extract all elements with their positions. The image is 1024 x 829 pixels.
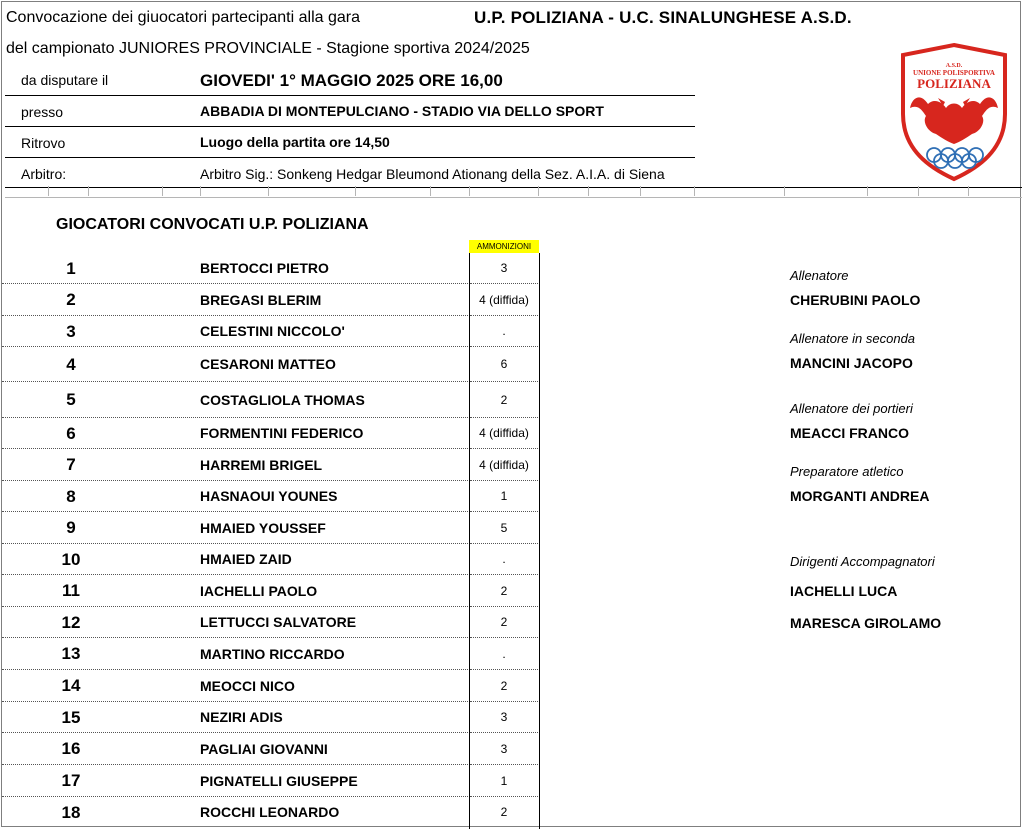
venue-value: ABBADIA DI MONTEPULCIANO - STADIO VIA DELLO SPORT — [200, 103, 604, 119]
player-row — [0, 544, 540, 575]
player-row — [0, 418, 540, 449]
player-name: HARREMI BRIGEL — [200, 457, 323, 473]
player-cautions: 4 (diffida) — [479, 293, 529, 307]
staff-name: MARESCA GIROLAMO — [790, 615, 942, 631]
player-name: MARTINO RICCARDO — [200, 646, 345, 662]
player-cautions: 2 — [500, 615, 508, 629]
player-row — [0, 449, 540, 481]
players-section-title: GIOCATORI CONVOCATI U.P. POLIZIANA — [56, 216, 369, 233]
column-marker — [88, 186, 89, 196]
player-name: CESARONI MATTEO — [200, 356, 336, 372]
player-row — [0, 765, 540, 797]
staff-role: Preparatore atletico — [790, 464, 904, 479]
player-cautions: 4 (diffida) — [479, 426, 529, 440]
divider — [5, 157, 695, 158]
player-cautions: 3 — [500, 742, 508, 756]
column-marker — [268, 186, 269, 196]
staff-role: Allenatore in seconda — [790, 331, 916, 346]
player-row — [0, 733, 540, 765]
player-name: LETTUCCI SALVATORE — [200, 614, 357, 630]
column-marker — [640, 186, 641, 196]
player-row — [0, 382, 540, 418]
player-number: 18 — [61, 803, 81, 822]
player-number: 4 — [66, 355, 76, 374]
player-cautions: . — [502, 647, 506, 661]
player-row — [0, 512, 540, 544]
divider — [5, 197, 1022, 198]
player-row — [0, 670, 540, 702]
player-number: 14 — [61, 676, 81, 695]
venue-label: presso — [21, 104, 64, 120]
player-row — [0, 797, 540, 828]
player-row — [0, 607, 540, 638]
player-name: BERTOCCI PIETRO — [200, 260, 329, 276]
player-name: CELESTINI NICCOLO' — [200, 323, 345, 339]
column-marker — [469, 186, 470, 196]
player-name: MEOCCI NICO — [200, 678, 295, 694]
player-name: FORMENTINI FEDERICO — [200, 425, 364, 441]
player-name: COSTAGLIOLA THOMAS — [200, 392, 365, 408]
player-name: ROCCHI LEONARDO — [200, 804, 340, 820]
column-marker — [48, 186, 49, 196]
player-number: 1 — [66, 259, 76, 278]
player-number: 12 — [61, 613, 81, 632]
player-number: 2 — [66, 290, 76, 309]
player-cautions: 5 — [500, 521, 508, 535]
player-name: PIGNATELLI GIUSEPPE — [200, 773, 358, 789]
logo-line-1: A.S.D. — [945, 63, 963, 69]
player-number: 10 — [61, 550, 81, 569]
player-cautions: 6 — [500, 357, 508, 371]
referee-label: Arbitro: — [21, 166, 67, 182]
player-number: 6 — [66, 424, 76, 443]
player-name: IACHELLI PAOLO — [200, 583, 318, 599]
player-number: 17 — [61, 771, 81, 790]
cautions-header: AMMONIZIONI — [469, 240, 539, 253]
staff-role: Allenatore dei portieri — [790, 401, 913, 416]
column-marker — [162, 186, 163, 196]
player-cautions: 3 — [500, 710, 508, 724]
meeting-value: Luogo della partita ore 14,50 — [200, 134, 390, 150]
player-number: 5 — [66, 390, 76, 409]
player-row — [0, 316, 540, 347]
player-number: 7 — [66, 455, 76, 474]
intro-line-1: Convocazione dei giuocatori partecipanti alla gara — [6, 9, 360, 26]
logo-line-3: POLIZIANA — [917, 76, 991, 91]
staff-name: CHERUBINI PAOLO — [790, 292, 921, 308]
column-marker — [200, 186, 201, 196]
match-title: U.P. POLIZIANA - U.C. SINALUNGHESE A.S.D. — [474, 8, 852, 27]
player-name: BREGASI BLERIM — [200, 292, 322, 308]
column-marker — [968, 186, 969, 196]
player-number: 16 — [61, 739, 81, 758]
player-cautions: . — [502, 324, 506, 338]
player-row — [0, 638, 540, 670]
player-number: 15 — [61, 708, 81, 727]
column-marker — [694, 186, 695, 196]
divider — [5, 126, 695, 127]
logo-line-2: UNIONE POLISPORTIVA — [913, 69, 995, 77]
player-cautions: 1 — [500, 489, 508, 503]
player-row — [0, 284, 540, 316]
player-cautions: 2 — [500, 393, 508, 407]
player-cautions: 4 (diffida) — [479, 458, 529, 472]
player-number: 9 — [66, 518, 76, 537]
staff-role: Allenatore — [790, 268, 849, 283]
player-name: PAGLIAI GIOVANNI — [200, 741, 328, 757]
column-marker — [355, 186, 356, 196]
player-row — [0, 253, 540, 284]
player-name: HMAIED ZAID — [200, 551, 292, 567]
player-cautions: 1 — [500, 774, 508, 788]
staff-name: MORGANTI ANDREA — [790, 488, 930, 504]
player-cautions: . — [502, 552, 506, 566]
player-row — [0, 347, 540, 382]
player-number: 8 — [66, 487, 76, 506]
intro-line-2: del campionato JUNIORES PROVINCIALE - Stagione sportiva 2024/2025 — [6, 40, 530, 57]
staff-name: MANCINI JACOPO — [790, 355, 913, 371]
staff-name: MEACCI FRANCO — [790, 425, 909, 441]
player-name: HMAIED YOUSSEF — [200, 520, 326, 536]
player-cautions: 2 — [500, 679, 508, 693]
player-number: 13 — [61, 644, 81, 663]
club-logo-icon — [898, 42, 1010, 182]
player-row — [0, 702, 540, 733]
meeting-label: Ritrovo — [21, 135, 66, 151]
player-name: NEZIRI ADIS — [200, 709, 283, 725]
staff-name: IACHELLI LUCA — [790, 583, 898, 599]
column-marker — [918, 186, 919, 196]
player-number: 11 — [62, 581, 80, 600]
column-marker — [430, 186, 431, 196]
player-number: 3 — [66, 322, 76, 341]
player-row — [0, 575, 540, 607]
date-value: GIOVEDI' 1° MAGGIO 2025 ORE 16,00 — [200, 71, 503, 90]
player-row — [0, 481, 540, 512]
player-cautions: 2 — [500, 584, 508, 598]
player-cautions: 2 — [500, 805, 508, 819]
column-marker — [784, 186, 785, 196]
staff-role: Dirigenti Accompagnatori — [790, 554, 935, 569]
column-marker — [538, 186, 539, 196]
player-name: HASNAOUI YOUNES — [200, 488, 338, 504]
referee-value: Arbitro Sig.: Sonkeng Hedgar Bleumond Ationang della Sez. A.I.A. di Siena — [200, 166, 665, 182]
divider — [5, 95, 695, 96]
player-cautions: 3 — [500, 261, 508, 275]
date-label: da disputare il — [21, 72, 109, 88]
column-marker — [867, 186, 868, 196]
column-marker — [588, 186, 589, 196]
